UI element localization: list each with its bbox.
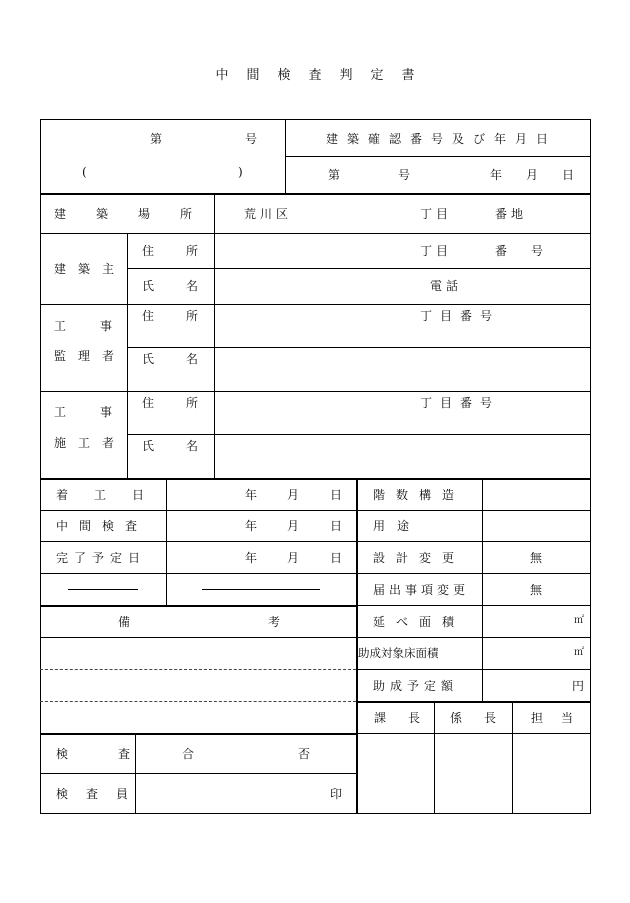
structure-label: 階数構造	[373, 488, 466, 502]
inspector-label: 検査員	[56, 787, 147, 801]
start-date-label: 着工日	[56, 488, 171, 502]
site-label: 建築場所	[54, 207, 223, 221]
mid-month: 月	[287, 519, 300, 533]
contractor-address-hint: 丁目番号	[420, 396, 501, 410]
supervisor-address-label: 住所	[142, 309, 231, 323]
paren-open: (	[82, 165, 87, 179]
blank-line-right	[202, 589, 320, 590]
confirm-month: 月	[526, 168, 539, 182]
site-ward: 荒川区	[244, 207, 293, 221]
yen-unit: 円	[572, 679, 585, 693]
start-day: 日	[330, 488, 343, 502]
subsidy-amount-label: 助成予定額	[373, 679, 459, 693]
inspection-pass: 合	[182, 747, 195, 761]
finish-year: 年	[245, 551, 258, 565]
owner-label: 建築主	[54, 262, 127, 276]
contractor-address-label: 住所	[142, 396, 231, 410]
mid-day: 日	[330, 519, 343, 533]
mid-year: 年	[245, 519, 258, 533]
supervisor-name-label: 氏名	[142, 352, 231, 366]
confirm-year: 年	[490, 168, 503, 182]
supervisor-label-2: 監理者	[54, 349, 127, 363]
subsidy-area-unit: ㎡	[574, 647, 584, 658]
blank-line-left	[68, 589, 138, 590]
paren-close: )	[238, 165, 243, 179]
finish-date-label: 完了予定日	[56, 551, 147, 565]
start-month: 月	[287, 488, 300, 502]
confirm-day: 日	[562, 168, 575, 182]
mid-inspection-label: 中間検査	[56, 519, 149, 533]
remarks-label-2: 考	[268, 615, 281, 629]
floor-area-label: 延べ面積	[373, 615, 466, 629]
contractor-label-1: 工事	[54, 405, 147, 419]
notify-change-value: 無	[530, 583, 543, 597]
confirm-go: 号	[398, 168, 411, 182]
design-change-label: 設計変更	[373, 551, 466, 565]
inspector-seal: 印	[330, 787, 343, 801]
owner-name-label: 氏名	[142, 279, 231, 293]
finish-month: 月	[287, 551, 300, 565]
number-go: 号	[245, 132, 258, 146]
design-change-value: 無	[530, 551, 543, 565]
remarks-label-1: 備	[118, 615, 131, 629]
supervisor-address-hint: 丁目番号	[420, 309, 501, 323]
floor-area-unit: ㎡	[574, 615, 584, 626]
subsidy-area-label: 助成対象床面積	[358, 646, 439, 660]
inspection-fail: 否	[298, 747, 311, 761]
inspection-label: 検査	[56, 747, 181, 761]
owner-address-label: 住所	[142, 244, 231, 258]
subsection-chief-label: 係長	[450, 711, 519, 725]
owner-bango: 番号	[495, 244, 568, 258]
site-banchi: 番地	[495, 207, 528, 221]
notify-change-label: 届出事項変更	[373, 583, 470, 597]
owner-phone: 電話	[430, 279, 463, 293]
page-title: 中間検査判定書	[215, 68, 433, 83]
confirm-dai: 第	[328, 168, 341, 182]
form-frame	[40, 119, 591, 814]
start-year: 年	[245, 488, 258, 502]
supervisor-label-1: 工事	[54, 319, 147, 333]
confirm-label: 建築確認番号及び年月日	[326, 132, 558, 146]
finish-day: 日	[330, 551, 343, 565]
contractor-name-label: 氏名	[142, 439, 231, 453]
section-chief-label: 課長	[374, 711, 443, 725]
number-dai: 第	[150, 132, 163, 146]
staff-label: 担当	[531, 711, 592, 725]
use-label: 用途	[373, 519, 422, 533]
owner-chome: 丁目	[420, 244, 453, 258]
site-chome: 丁目	[420, 207, 453, 221]
contractor-label-2: 施工者	[54, 436, 127, 450]
